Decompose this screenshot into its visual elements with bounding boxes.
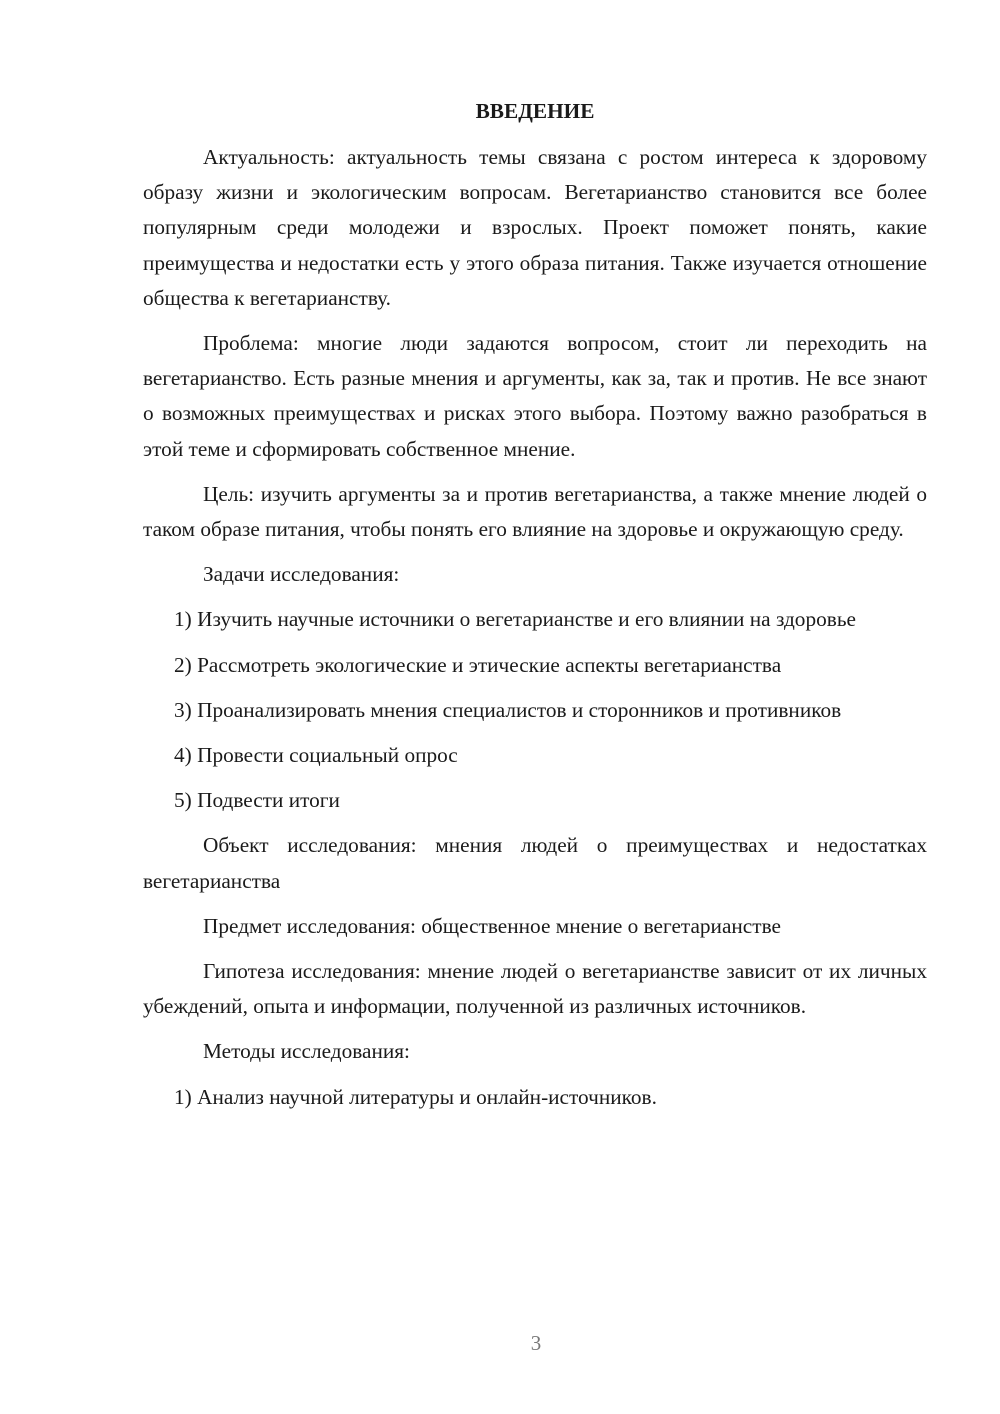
paragraph-object: Объект исследования: мнения людей о преимуществах и недостатках вегетарианства [143, 833, 927, 893]
page-number: 3 [530, 1331, 542, 1355]
task-item-2: 2) Рассмотреть экологические и этические аспекты вегетарианства [174, 652, 782, 677]
paragraph-hypothesis: Гипотеза исследования: мнение людей о вегетарианстве зависит от их личных убеждений, опыта и информации, полученной из различных источников. [143, 959, 927, 1019]
paragraph-goal: Цель: изучить аргументы за и против вегетарианства, а также мнение людей о таком образе питания, чтобы понять его влияние на здоровье и окружающую среду. [143, 481, 927, 542]
task-item-4: 4) Провести социальный опрос [174, 743, 458, 768]
task-item-3: 3) Проанализировать мнения специалистов и сторонников и противников [174, 697, 842, 722]
paragraph-subject: Предмет исследования: общественное мнение о вегетарианстве [203, 913, 781, 938]
paragraph-problem: Проблема: многие люди задаются вопросом, стоит ли переходить на вегетарианство. Есть разные мнения и аргументы, как за, так и против. Не все знают о возможных преимуществах и рисках этого выбора. Поэтому важно разобраться в этой теме и сформировать собственное мнение. [143, 331, 927, 461]
task-item-5: 5) Подвести итоги [174, 788, 340, 813]
section-title: ВВЕДЕНИЕ [475, 99, 595, 123]
paragraph-methods-heading: Методы исследования: [203, 1039, 410, 1064]
method-item-1: 1) Анализ научной литературы и онлайн-источников. [174, 1084, 657, 1109]
paragraph-tasks-heading: Задачи исследования: [203, 562, 400, 587]
document-page [143, 92, 927, 1125]
task-item-1: 1) Изучить научные источники о вегетарианстве и его влиянии на здоровье [174, 607, 856, 632]
paragraph-relevance: Актуальность: актуальность темы связана с ростом интереса к здоровому образу жизни и экологическим вопросам. Вегетарианство становится все более популярным среди молодежи и взрослых. Проект поможет понять, какие преимущества и недостатки есть у этого образа питания. Также изучается отношение общества к вегетарианству. [143, 145, 927, 310]
